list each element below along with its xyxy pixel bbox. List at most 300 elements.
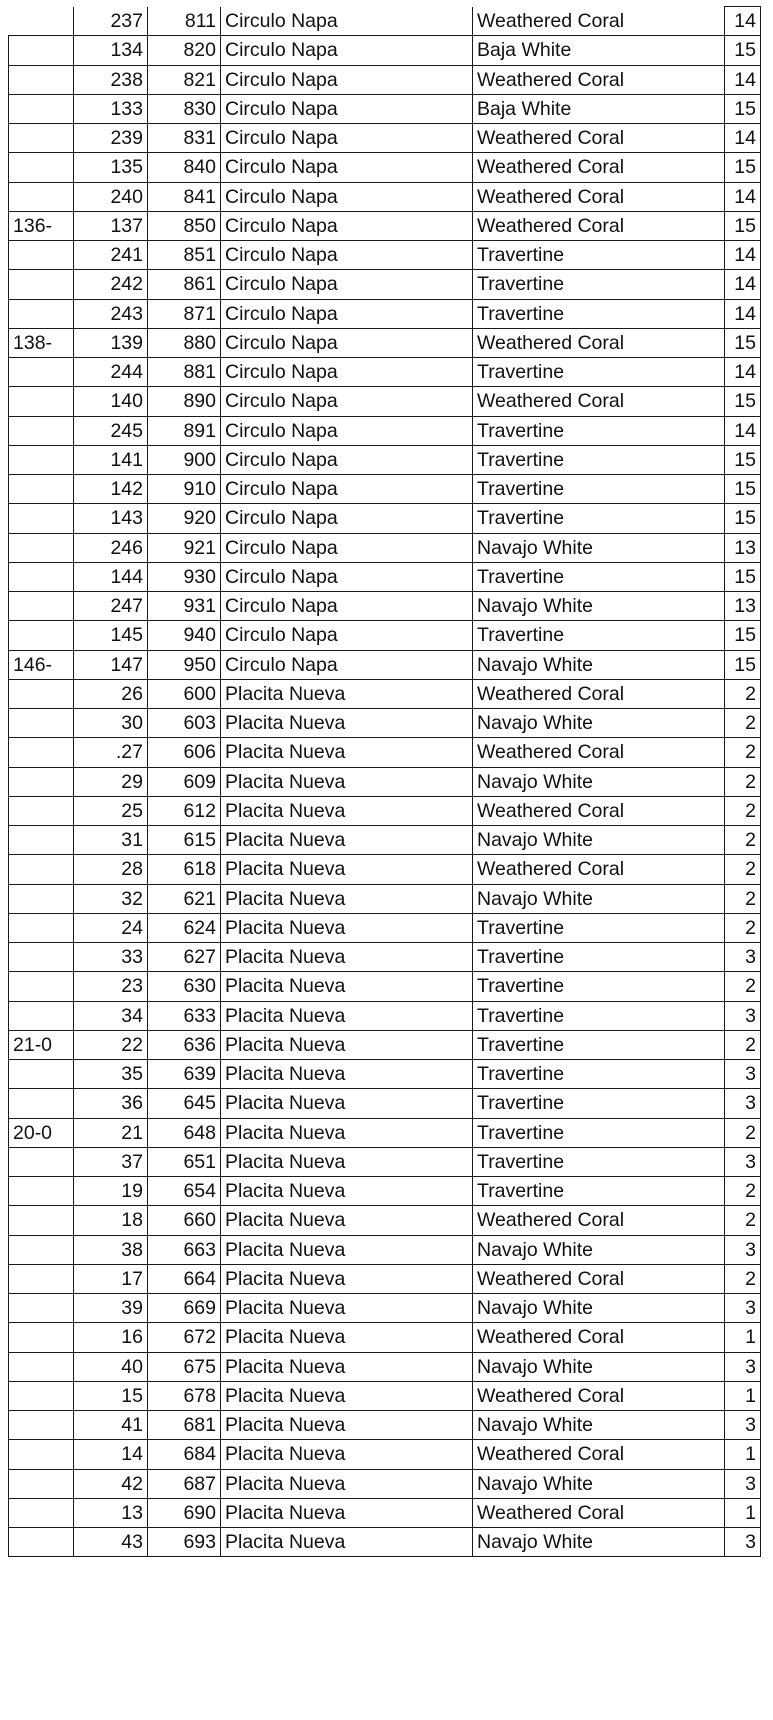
lot-cell xyxy=(9,124,74,153)
table-row xyxy=(9,211,761,240)
lot-cell xyxy=(9,1264,74,1293)
table-row xyxy=(9,475,761,504)
street-cell: Placita Nueva xyxy=(221,1060,473,1089)
table-row xyxy=(9,1089,761,1118)
lot-cell xyxy=(9,504,74,533)
house-number-cell: 672 xyxy=(148,1323,221,1352)
table-row xyxy=(9,1147,761,1176)
color-cell: Navajo White xyxy=(473,884,725,913)
house-number-cell: 950 xyxy=(148,650,221,679)
unit-cell: 17 xyxy=(74,1264,148,1293)
lot-cell: 21-0 xyxy=(9,1030,74,1059)
house-number-cell: 931 xyxy=(148,592,221,621)
quantity-cell: 2 xyxy=(725,1264,761,1293)
table-row xyxy=(9,65,761,94)
house-number-cell: 663 xyxy=(148,1235,221,1264)
house-number-cell: 654 xyxy=(148,1177,221,1206)
unit-cell: 244 xyxy=(74,358,148,387)
unit-cell: 16 xyxy=(74,1323,148,1352)
unit-cell: 29 xyxy=(74,767,148,796)
unit-cell: 41 xyxy=(74,1411,148,1440)
table-row xyxy=(9,1294,761,1323)
table-row xyxy=(9,299,761,328)
lot-cell xyxy=(9,65,74,94)
table-row xyxy=(9,767,761,796)
house-number-cell: 690 xyxy=(148,1498,221,1527)
unit-cell: 18 xyxy=(74,1206,148,1235)
unit-cell: 243 xyxy=(74,299,148,328)
table-row xyxy=(9,1323,761,1352)
house-number-cell: 681 xyxy=(148,1411,221,1440)
street-cell: Placita Nueva xyxy=(221,1381,473,1410)
house-number-cell: 871 xyxy=(148,299,221,328)
street-cell: Circulo Napa xyxy=(221,358,473,387)
table-row xyxy=(9,1264,761,1293)
house-number-cell: 880 xyxy=(148,328,221,357)
unit-cell: 239 xyxy=(74,124,148,153)
unit-cell: 39 xyxy=(74,1294,148,1323)
quantity-cell: 3 xyxy=(725,1469,761,1498)
house-number-cell: 940 xyxy=(148,621,221,650)
color-cell: Navajo White xyxy=(473,1469,725,1498)
unit-cell: 240 xyxy=(74,182,148,211)
street-cell: Placita Nueva xyxy=(221,709,473,738)
street-cell: Circulo Napa xyxy=(221,475,473,504)
color-cell: Travertine xyxy=(473,241,725,270)
color-cell: Weathered Coral xyxy=(473,1440,725,1469)
lot-cell xyxy=(9,855,74,884)
color-cell: Weathered Coral xyxy=(473,182,725,211)
color-cell: Travertine xyxy=(473,358,725,387)
unit-cell: 139 xyxy=(74,328,148,357)
unit-cell: 134 xyxy=(74,36,148,65)
quantity-cell: 14 xyxy=(725,270,761,299)
unit-cell: 141 xyxy=(74,445,148,474)
quantity-cell: 14 xyxy=(725,65,761,94)
street-cell: Placita Nueva xyxy=(221,1411,473,1440)
street-cell: Placita Nueva xyxy=(221,1177,473,1206)
unit-cell: 142 xyxy=(74,475,148,504)
lot-cell xyxy=(9,826,74,855)
house-number-cell: 930 xyxy=(148,562,221,591)
unit-cell: 24 xyxy=(74,913,148,942)
table-row xyxy=(9,826,761,855)
table-row xyxy=(9,884,761,913)
unit-cell: 22 xyxy=(74,1030,148,1059)
table-row xyxy=(9,679,761,708)
address-color-table xyxy=(8,6,761,1557)
street-cell: Circulo Napa xyxy=(221,650,473,679)
unit-cell: 147 xyxy=(74,650,148,679)
house-number-cell: 821 xyxy=(148,65,221,94)
table-row xyxy=(9,241,761,270)
lot-cell xyxy=(9,1089,74,1118)
lot-cell xyxy=(9,709,74,738)
street-cell: Circulo Napa xyxy=(221,533,473,562)
color-cell: Navajo White xyxy=(473,1528,725,1557)
color-cell: Travertine xyxy=(473,972,725,1001)
street-cell: Placita Nueva xyxy=(221,738,473,767)
table-row xyxy=(9,94,761,123)
unit-cell: 28 xyxy=(74,855,148,884)
lot-cell xyxy=(9,94,74,123)
color-cell: Weathered Coral xyxy=(473,1206,725,1235)
street-cell: Placita Nueva xyxy=(221,1206,473,1235)
street-cell: Placita Nueva xyxy=(221,943,473,972)
unit-cell: 40 xyxy=(74,1352,148,1381)
lot-cell xyxy=(9,592,74,621)
color-cell: Travertine xyxy=(473,943,725,972)
color-cell: Navajo White xyxy=(473,533,725,562)
house-number-cell: 618 xyxy=(148,855,221,884)
quantity-cell: 1 xyxy=(725,1440,761,1469)
street-cell: Circulo Napa xyxy=(221,387,473,416)
table-row xyxy=(9,533,761,562)
house-number-cell: 890 xyxy=(148,387,221,416)
table-row xyxy=(9,504,761,533)
quantity-cell: 2 xyxy=(725,1118,761,1147)
quantity-cell: 15 xyxy=(725,475,761,504)
house-number-cell: 609 xyxy=(148,767,221,796)
lot-cell xyxy=(9,1381,74,1410)
table-row xyxy=(9,972,761,1001)
unit-cell: 34 xyxy=(74,1001,148,1030)
color-cell: Travertine xyxy=(473,621,725,650)
street-cell: Placita Nueva xyxy=(221,1030,473,1059)
color-cell: Travertine xyxy=(473,1060,725,1089)
street-cell: Placita Nueva xyxy=(221,855,473,884)
lot-cell xyxy=(9,738,74,767)
lot-cell xyxy=(9,1060,74,1089)
lot-cell xyxy=(9,475,74,504)
quantity-cell: 15 xyxy=(725,94,761,123)
table-row xyxy=(9,1469,761,1498)
table-row xyxy=(9,1177,761,1206)
color-cell: Weathered Coral xyxy=(473,153,725,182)
quantity-cell: 2 xyxy=(725,1030,761,1059)
table-row xyxy=(9,1528,761,1557)
quantity-cell: 2 xyxy=(725,1177,761,1206)
unit-cell: 15 xyxy=(74,1381,148,1410)
street-cell: Placita Nueva xyxy=(221,826,473,855)
table-row xyxy=(9,445,761,474)
house-number-cell: 820 xyxy=(148,36,221,65)
color-cell: Navajo White xyxy=(473,767,725,796)
quantity-cell: 3 xyxy=(725,1411,761,1440)
table-row xyxy=(9,416,761,445)
street-cell: Circulo Napa xyxy=(221,94,473,123)
quantity-cell: 15 xyxy=(725,36,761,65)
house-number-cell: 811 xyxy=(148,7,221,36)
quantity-cell: 2 xyxy=(725,826,761,855)
unit-cell: 43 xyxy=(74,1528,148,1557)
street-cell: Placita Nueva xyxy=(221,679,473,708)
house-number-cell: 921 xyxy=(148,533,221,562)
street-cell: Placita Nueva xyxy=(221,1352,473,1381)
table-row xyxy=(9,1352,761,1381)
lot-cell: 136- xyxy=(9,211,74,240)
quantity-cell: 15 xyxy=(725,504,761,533)
unit-cell: 238 xyxy=(74,65,148,94)
color-cell: Travertine xyxy=(473,1118,725,1147)
table-body xyxy=(9,7,761,1557)
lot-cell xyxy=(9,1147,74,1176)
color-cell: Navajo White xyxy=(473,1294,725,1323)
unit-cell: 30 xyxy=(74,709,148,738)
lot-cell xyxy=(9,943,74,972)
lot-cell xyxy=(9,241,74,270)
house-number-cell: 910 xyxy=(148,475,221,504)
quantity-cell: 2 xyxy=(725,913,761,942)
street-cell: Placita Nueva xyxy=(221,796,473,825)
street-cell: Circulo Napa xyxy=(221,65,473,94)
color-cell: Travertine xyxy=(473,416,725,445)
quantity-cell: 3 xyxy=(725,1060,761,1089)
street-cell: Circulo Napa xyxy=(221,124,473,153)
house-number-cell: 633 xyxy=(148,1001,221,1030)
table-row xyxy=(9,1235,761,1264)
unit-cell: 143 xyxy=(74,504,148,533)
street-cell: Circulo Napa xyxy=(221,153,473,182)
house-number-cell: 664 xyxy=(148,1264,221,1293)
unit-cell: 144 xyxy=(74,562,148,591)
house-number-cell: 648 xyxy=(148,1118,221,1147)
table-row xyxy=(9,1030,761,1059)
table-row xyxy=(9,709,761,738)
quantity-cell: 2 xyxy=(725,796,761,825)
table-row xyxy=(9,562,761,591)
table-row xyxy=(9,1440,761,1469)
unit-cell: 245 xyxy=(74,416,148,445)
street-cell: Placita Nueva xyxy=(221,1089,473,1118)
quantity-cell: 3 xyxy=(725,1235,761,1264)
street-cell: Circulo Napa xyxy=(221,182,473,211)
quantity-cell: 2 xyxy=(725,1206,761,1235)
color-cell: Travertine xyxy=(473,1177,725,1206)
table-row xyxy=(9,1206,761,1235)
quantity-cell: 15 xyxy=(725,650,761,679)
quantity-cell: 3 xyxy=(725,1147,761,1176)
unit-cell: 36 xyxy=(74,1089,148,1118)
house-number-cell: 891 xyxy=(148,416,221,445)
quantity-cell: 15 xyxy=(725,445,761,474)
color-cell: Navajo White xyxy=(473,709,725,738)
table-row xyxy=(9,1001,761,1030)
street-cell: Circulo Napa xyxy=(221,299,473,328)
street-cell: Circulo Napa xyxy=(221,592,473,621)
lot-cell xyxy=(9,679,74,708)
lot-cell xyxy=(9,1498,74,1527)
house-number-cell: 603 xyxy=(148,709,221,738)
table-row xyxy=(9,592,761,621)
color-cell: Travertine xyxy=(473,1089,725,1118)
quantity-cell: 1 xyxy=(725,1498,761,1527)
color-cell: Weathered Coral xyxy=(473,738,725,767)
quantity-cell: 14 xyxy=(725,182,761,211)
street-cell: Placita Nueva xyxy=(221,1235,473,1264)
table-row xyxy=(9,1381,761,1410)
street-cell: Circulo Napa xyxy=(221,241,473,270)
lot-cell xyxy=(9,1469,74,1498)
house-number-cell: 630 xyxy=(148,972,221,1001)
lot-cell xyxy=(9,387,74,416)
lot-cell xyxy=(9,796,74,825)
house-number-cell: 675 xyxy=(148,1352,221,1381)
table-row xyxy=(9,1498,761,1527)
table-row xyxy=(9,738,761,767)
house-number-cell: 624 xyxy=(148,913,221,942)
lot-cell xyxy=(9,1206,74,1235)
color-cell: Weathered Coral xyxy=(473,855,725,884)
lot-cell xyxy=(9,1323,74,1352)
house-number-cell: 851 xyxy=(148,241,221,270)
unit-cell: 13 xyxy=(74,1498,148,1527)
lot-cell xyxy=(9,36,74,65)
unit-cell: 135 xyxy=(74,153,148,182)
quantity-cell: 14 xyxy=(725,241,761,270)
street-cell: Placita Nueva xyxy=(221,1118,473,1147)
lot-cell xyxy=(9,358,74,387)
table-row xyxy=(9,1411,761,1440)
table-row xyxy=(9,270,761,299)
unit-cell: 26 xyxy=(74,679,148,708)
table-row xyxy=(9,650,761,679)
unit-cell: 133 xyxy=(74,94,148,123)
street-cell: Placita Nueva xyxy=(221,767,473,796)
quantity-cell: 13 xyxy=(725,533,761,562)
lot-cell xyxy=(9,182,74,211)
lot-cell xyxy=(9,767,74,796)
quantity-cell: 3 xyxy=(725,1352,761,1381)
unit-cell: 137 xyxy=(74,211,148,240)
street-cell: Placita Nueva xyxy=(221,1294,473,1323)
quantity-cell: 15 xyxy=(725,387,761,416)
unit-cell: 33 xyxy=(74,943,148,972)
color-cell: Travertine xyxy=(473,445,725,474)
lot-cell: 20-0 xyxy=(9,1118,74,1147)
house-number-cell: 627 xyxy=(148,943,221,972)
unit-cell: 25 xyxy=(74,796,148,825)
table-row xyxy=(9,621,761,650)
lot-cell xyxy=(9,299,74,328)
house-number-cell: 621 xyxy=(148,884,221,913)
street-cell: Placita Nueva xyxy=(221,1528,473,1557)
lot-cell xyxy=(9,416,74,445)
color-cell: Weathered Coral xyxy=(473,7,725,36)
quantity-cell: 14 xyxy=(725,358,761,387)
table-row xyxy=(9,796,761,825)
lot-cell xyxy=(9,7,74,36)
unit-cell: 19 xyxy=(74,1177,148,1206)
lot-cell: 138- xyxy=(9,328,74,357)
table-row xyxy=(9,387,761,416)
color-cell: Navajo White xyxy=(473,650,725,679)
table-row xyxy=(9,7,761,36)
quantity-cell: 15 xyxy=(725,562,761,591)
street-cell: Placita Nueva xyxy=(221,1264,473,1293)
color-cell: Weathered Coral xyxy=(473,1498,725,1527)
color-cell: Navajo White xyxy=(473,826,725,855)
color-cell: Weathered Coral xyxy=(473,679,725,708)
street-cell: Placita Nueva xyxy=(221,1469,473,1498)
lot-cell xyxy=(9,1177,74,1206)
lot-cell xyxy=(9,1528,74,1557)
street-cell: Placita Nueva xyxy=(221,1323,473,1352)
house-number-cell: 606 xyxy=(148,738,221,767)
quantity-cell: 15 xyxy=(725,211,761,240)
house-number-cell: 612 xyxy=(148,796,221,825)
quantity-cell: 15 xyxy=(725,621,761,650)
house-number-cell: 669 xyxy=(148,1294,221,1323)
color-cell: Weathered Coral xyxy=(473,328,725,357)
street-cell: Placita Nueva xyxy=(221,1001,473,1030)
house-number-cell: 687 xyxy=(148,1469,221,1498)
house-number-cell: 600 xyxy=(148,679,221,708)
lot-cell xyxy=(9,533,74,562)
street-cell: Placita Nueva xyxy=(221,1147,473,1176)
quantity-cell: 1 xyxy=(725,1323,761,1352)
house-number-cell: 840 xyxy=(148,153,221,182)
street-cell: Circulo Napa xyxy=(221,328,473,357)
color-cell: Weathered Coral xyxy=(473,387,725,416)
color-cell: Weathered Coral xyxy=(473,1323,725,1352)
quantity-cell: 2 xyxy=(725,738,761,767)
table-row xyxy=(9,124,761,153)
unit-cell: 247 xyxy=(74,592,148,621)
color-cell: Weathered Coral xyxy=(473,1264,725,1293)
lot-cell xyxy=(9,1352,74,1381)
street-cell: Placita Nueva xyxy=(221,972,473,1001)
lot-cell xyxy=(9,884,74,913)
quantity-cell: 2 xyxy=(725,767,761,796)
house-number-cell: 841 xyxy=(148,182,221,211)
unit-cell: 145 xyxy=(74,621,148,650)
unit-cell: 241 xyxy=(74,241,148,270)
table-row xyxy=(9,153,761,182)
street-cell: Circulo Napa xyxy=(221,416,473,445)
unit-cell: 21 xyxy=(74,1118,148,1147)
color-cell: Weathered Coral xyxy=(473,1381,725,1410)
table-row xyxy=(9,36,761,65)
lot-cell xyxy=(9,445,74,474)
house-number-cell: 881 xyxy=(148,358,221,387)
table-row xyxy=(9,855,761,884)
color-cell: Baja White xyxy=(473,36,725,65)
quantity-cell: 2 xyxy=(725,855,761,884)
table-row xyxy=(9,1118,761,1147)
table-row xyxy=(9,358,761,387)
color-cell: Weathered Coral xyxy=(473,211,725,240)
street-cell: Circulo Napa xyxy=(221,562,473,591)
table-row xyxy=(9,943,761,972)
street-cell: Circulo Napa xyxy=(221,36,473,65)
color-cell: Navajo White xyxy=(473,1235,725,1264)
street-cell: Circulo Napa xyxy=(221,270,473,299)
street-cell: Circulo Napa xyxy=(221,504,473,533)
lot-cell xyxy=(9,621,74,650)
color-cell: Weathered Coral xyxy=(473,65,725,94)
house-number-cell: 830 xyxy=(148,94,221,123)
lot-cell xyxy=(9,972,74,1001)
house-number-cell: 615 xyxy=(148,826,221,855)
unit-cell: .27 xyxy=(74,738,148,767)
quantity-cell: 1 xyxy=(725,1381,761,1410)
house-number-cell: 636 xyxy=(148,1030,221,1059)
lot-cell xyxy=(9,153,74,182)
color-cell: Travertine xyxy=(473,270,725,299)
house-number-cell: 684 xyxy=(148,1440,221,1469)
table-row xyxy=(9,913,761,942)
